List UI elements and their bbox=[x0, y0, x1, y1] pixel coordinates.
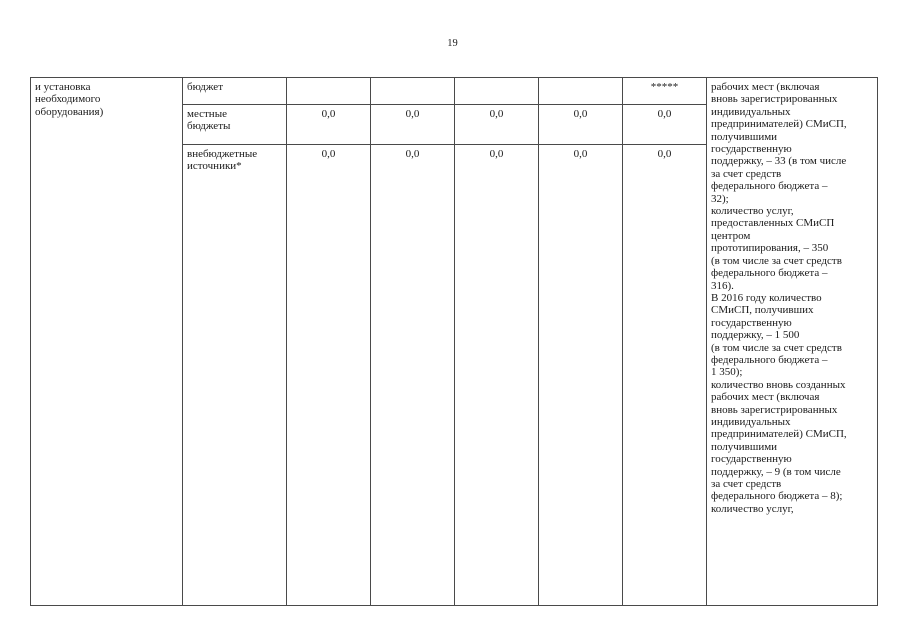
target-indicator-line: государственную bbox=[711, 316, 792, 329]
target-indicator-line: федерального бюджета – bbox=[711, 267, 828, 280]
target-indicator-line: получившими bbox=[711, 440, 778, 453]
value-cell bbox=[287, 78, 371, 105]
activity-name-cell bbox=[31, 78, 183, 606]
target-indicator-line: за счет средств bbox=[711, 167, 782, 180]
target-indicator-line: предпринимателей) СМиСП, bbox=[711, 428, 847, 441]
target-indicator-line: государственную bbox=[711, 453, 792, 466]
funding-source-label: внебюджетные источники* bbox=[187, 148, 258, 173]
target-indicator-line: федерального бюджета – 8); bbox=[711, 490, 843, 503]
target-indicator-line: количество услуг, bbox=[711, 205, 794, 218]
target-indicator-line: за счет средств bbox=[711, 478, 782, 490]
target-indicators-cell bbox=[707, 78, 878, 606]
value-cell: ***** bbox=[623, 78, 707, 105]
target-indicator-line: 316). bbox=[711, 279, 734, 292]
target-indicator-line: центром bbox=[711, 229, 751, 242]
activity-name-text: и установка необходимого оборудования) bbox=[35, 81, 104, 118]
target-indicator-line: количество вновь созданных bbox=[711, 378, 846, 391]
value-cell: 0,0 bbox=[623, 105, 707, 145]
value-cell: 0,0 bbox=[371, 145, 455, 606]
funding-source-cell bbox=[183, 105, 287, 145]
target-indicator-line: индивидуальных bbox=[711, 415, 791, 428]
table-row bbox=[31, 78, 878, 105]
target-indicator-line: рабочих мест (включая bbox=[711, 391, 820, 404]
target-indicator-line: 1 350); bbox=[711, 366, 743, 379]
value-cell: 0,0 bbox=[455, 105, 539, 145]
value-cell: 0,0 bbox=[623, 145, 707, 606]
target-indicator-line: СМиСП, получивших bbox=[711, 304, 814, 317]
value-cell bbox=[455, 78, 539, 105]
target-indicator-line: федерального бюджета – bbox=[711, 180, 828, 193]
target-indicator-line: поддержку, – 1 500 bbox=[711, 329, 800, 342]
target-indicator-line: (в том числе за счет средств bbox=[711, 341, 842, 354]
target-indicator-line: вновь зарегистрированных bbox=[711, 403, 838, 416]
target-indicator-line: (в том числе за счет средств bbox=[711, 254, 842, 267]
value-cell: 0,0 bbox=[287, 105, 371, 145]
target-indicator-line: количество услуг, bbox=[711, 502, 794, 515]
target-indicator-line: государственную bbox=[711, 143, 792, 156]
target-indicators-text bbox=[711, 81, 873, 515]
target-indicator-line: предоставленных СМиСП bbox=[711, 217, 835, 230]
funding-source-label: местные бюджеты bbox=[187, 108, 231, 133]
page-number: 19 bbox=[447, 38, 458, 49]
target-indicator-line: индивидуальных bbox=[711, 105, 791, 118]
value-cell: 0,0 bbox=[287, 145, 371, 606]
target-indicator-line: 32); bbox=[711, 192, 729, 205]
target-indicator-line: В 2016 году количество bbox=[711, 291, 822, 304]
program-table bbox=[30, 77, 878, 606]
target-indicator-line: прототипирования, – 350 bbox=[711, 242, 829, 255]
value-cell: 0,0 bbox=[539, 145, 623, 606]
target-indicator-line: федерального бюджета – bbox=[711, 353, 828, 366]
target-indicator-line: получившими bbox=[711, 130, 778, 143]
target-indicator-line: рабочих мест (включая bbox=[711, 81, 820, 93]
value-cell bbox=[539, 78, 623, 105]
target-indicator-line: поддержку, – 9 (в том числе bbox=[711, 465, 841, 478]
funding-source-label: бюджет bbox=[187, 81, 223, 93]
value-cell: 0,0 bbox=[539, 105, 623, 145]
funding-source-cell bbox=[183, 78, 287, 105]
funding-source-cell bbox=[183, 145, 287, 606]
target-indicator-line: предпринимателей) СМиСП, bbox=[711, 118, 847, 131]
target-indicator-line: поддержку, – 33 (в том числе bbox=[711, 155, 847, 168]
value-cell: 0,0 bbox=[455, 145, 539, 606]
value-cell bbox=[371, 78, 455, 105]
value-cell: 0,0 bbox=[371, 105, 455, 145]
target-indicator-line: вновь зарегистрированных bbox=[711, 93, 838, 106]
